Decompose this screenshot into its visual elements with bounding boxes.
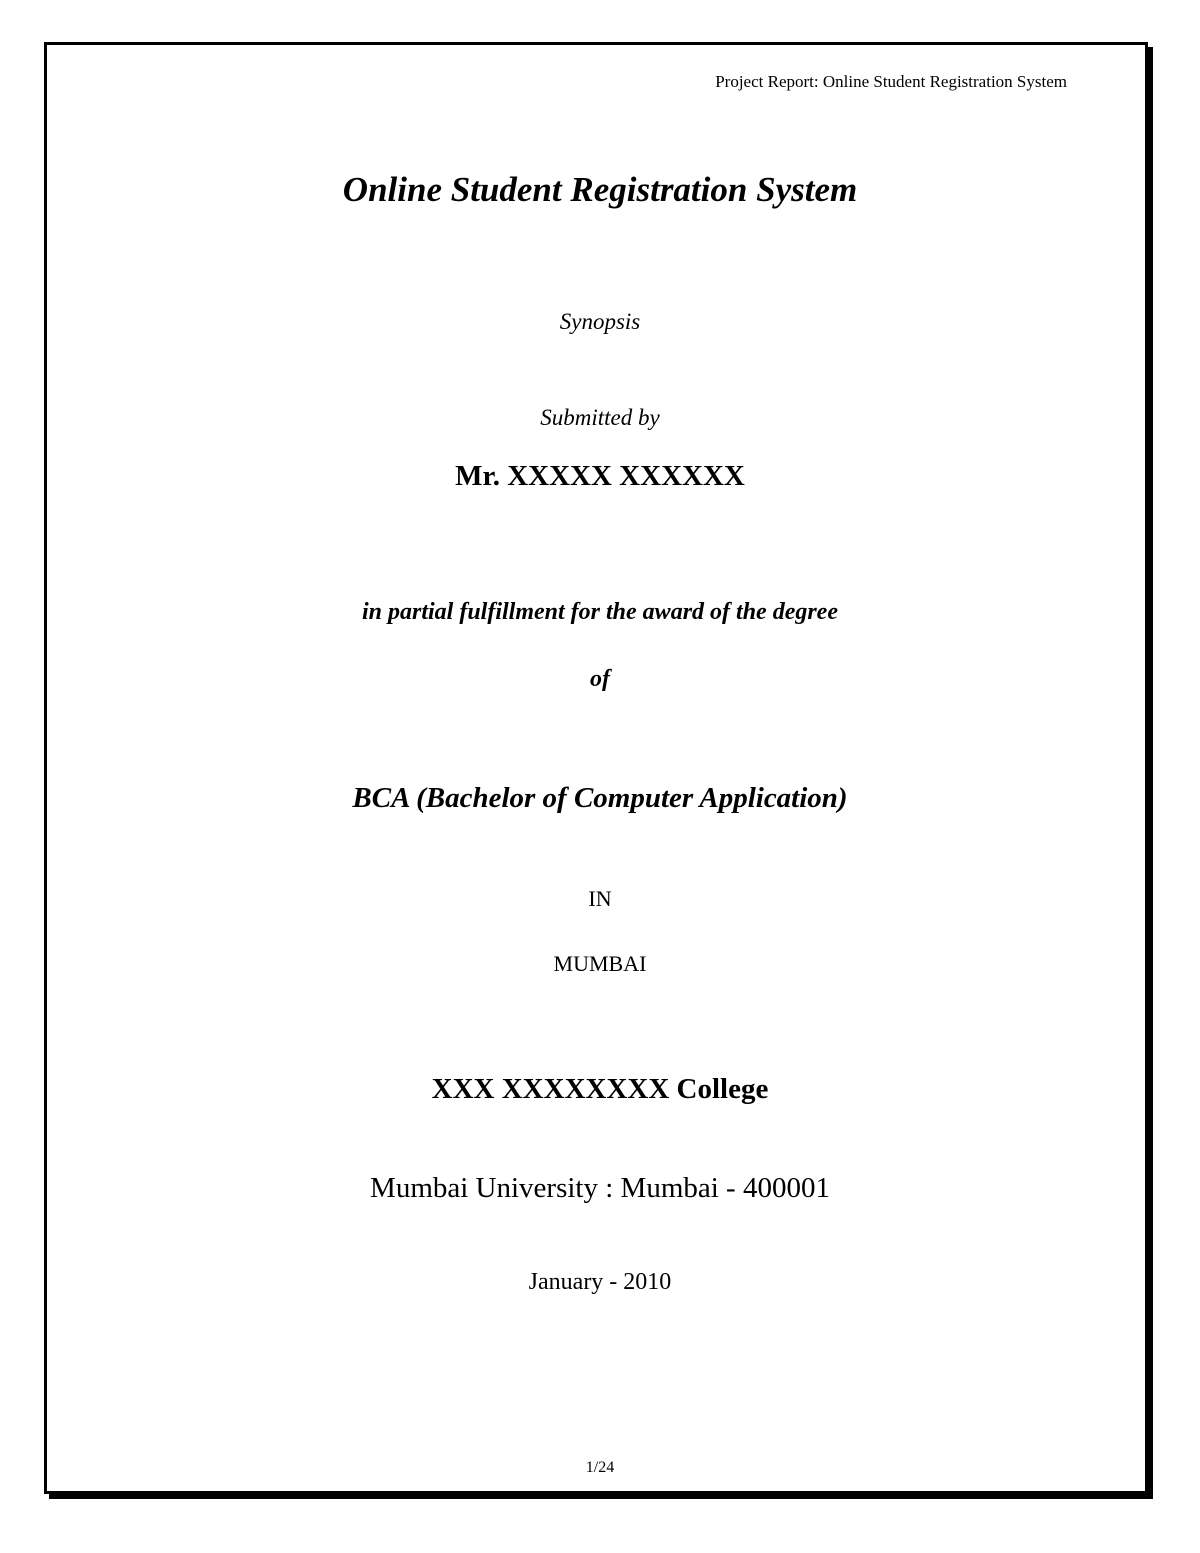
page-number: 1/24 xyxy=(585,1459,615,1476)
student-name: Mr. XXXXX XXXXXX xyxy=(455,460,745,492)
city-name: MUMBAI xyxy=(553,951,647,976)
submission-date: January - 2010 xyxy=(528,1269,672,1295)
college-name: XXX XXXXXXXX College xyxy=(431,1073,769,1105)
university-line: Mumbai University : Mumbai - 400001 xyxy=(370,1172,830,1204)
submitted-by-label: Submitted by xyxy=(540,405,660,430)
document-type: Synopsis xyxy=(559,309,641,334)
fulfillment-text: in partial fulfillment for the award of the degree xyxy=(361,599,838,625)
document-title: Online Student Registration System xyxy=(342,170,858,209)
in-text: IN xyxy=(588,886,612,911)
degree-name: BCA (Bachelor of Computer Application) xyxy=(352,782,848,814)
of-text: of xyxy=(590,666,610,692)
running-header: Project Report: Online Student Registration System xyxy=(715,72,1067,91)
